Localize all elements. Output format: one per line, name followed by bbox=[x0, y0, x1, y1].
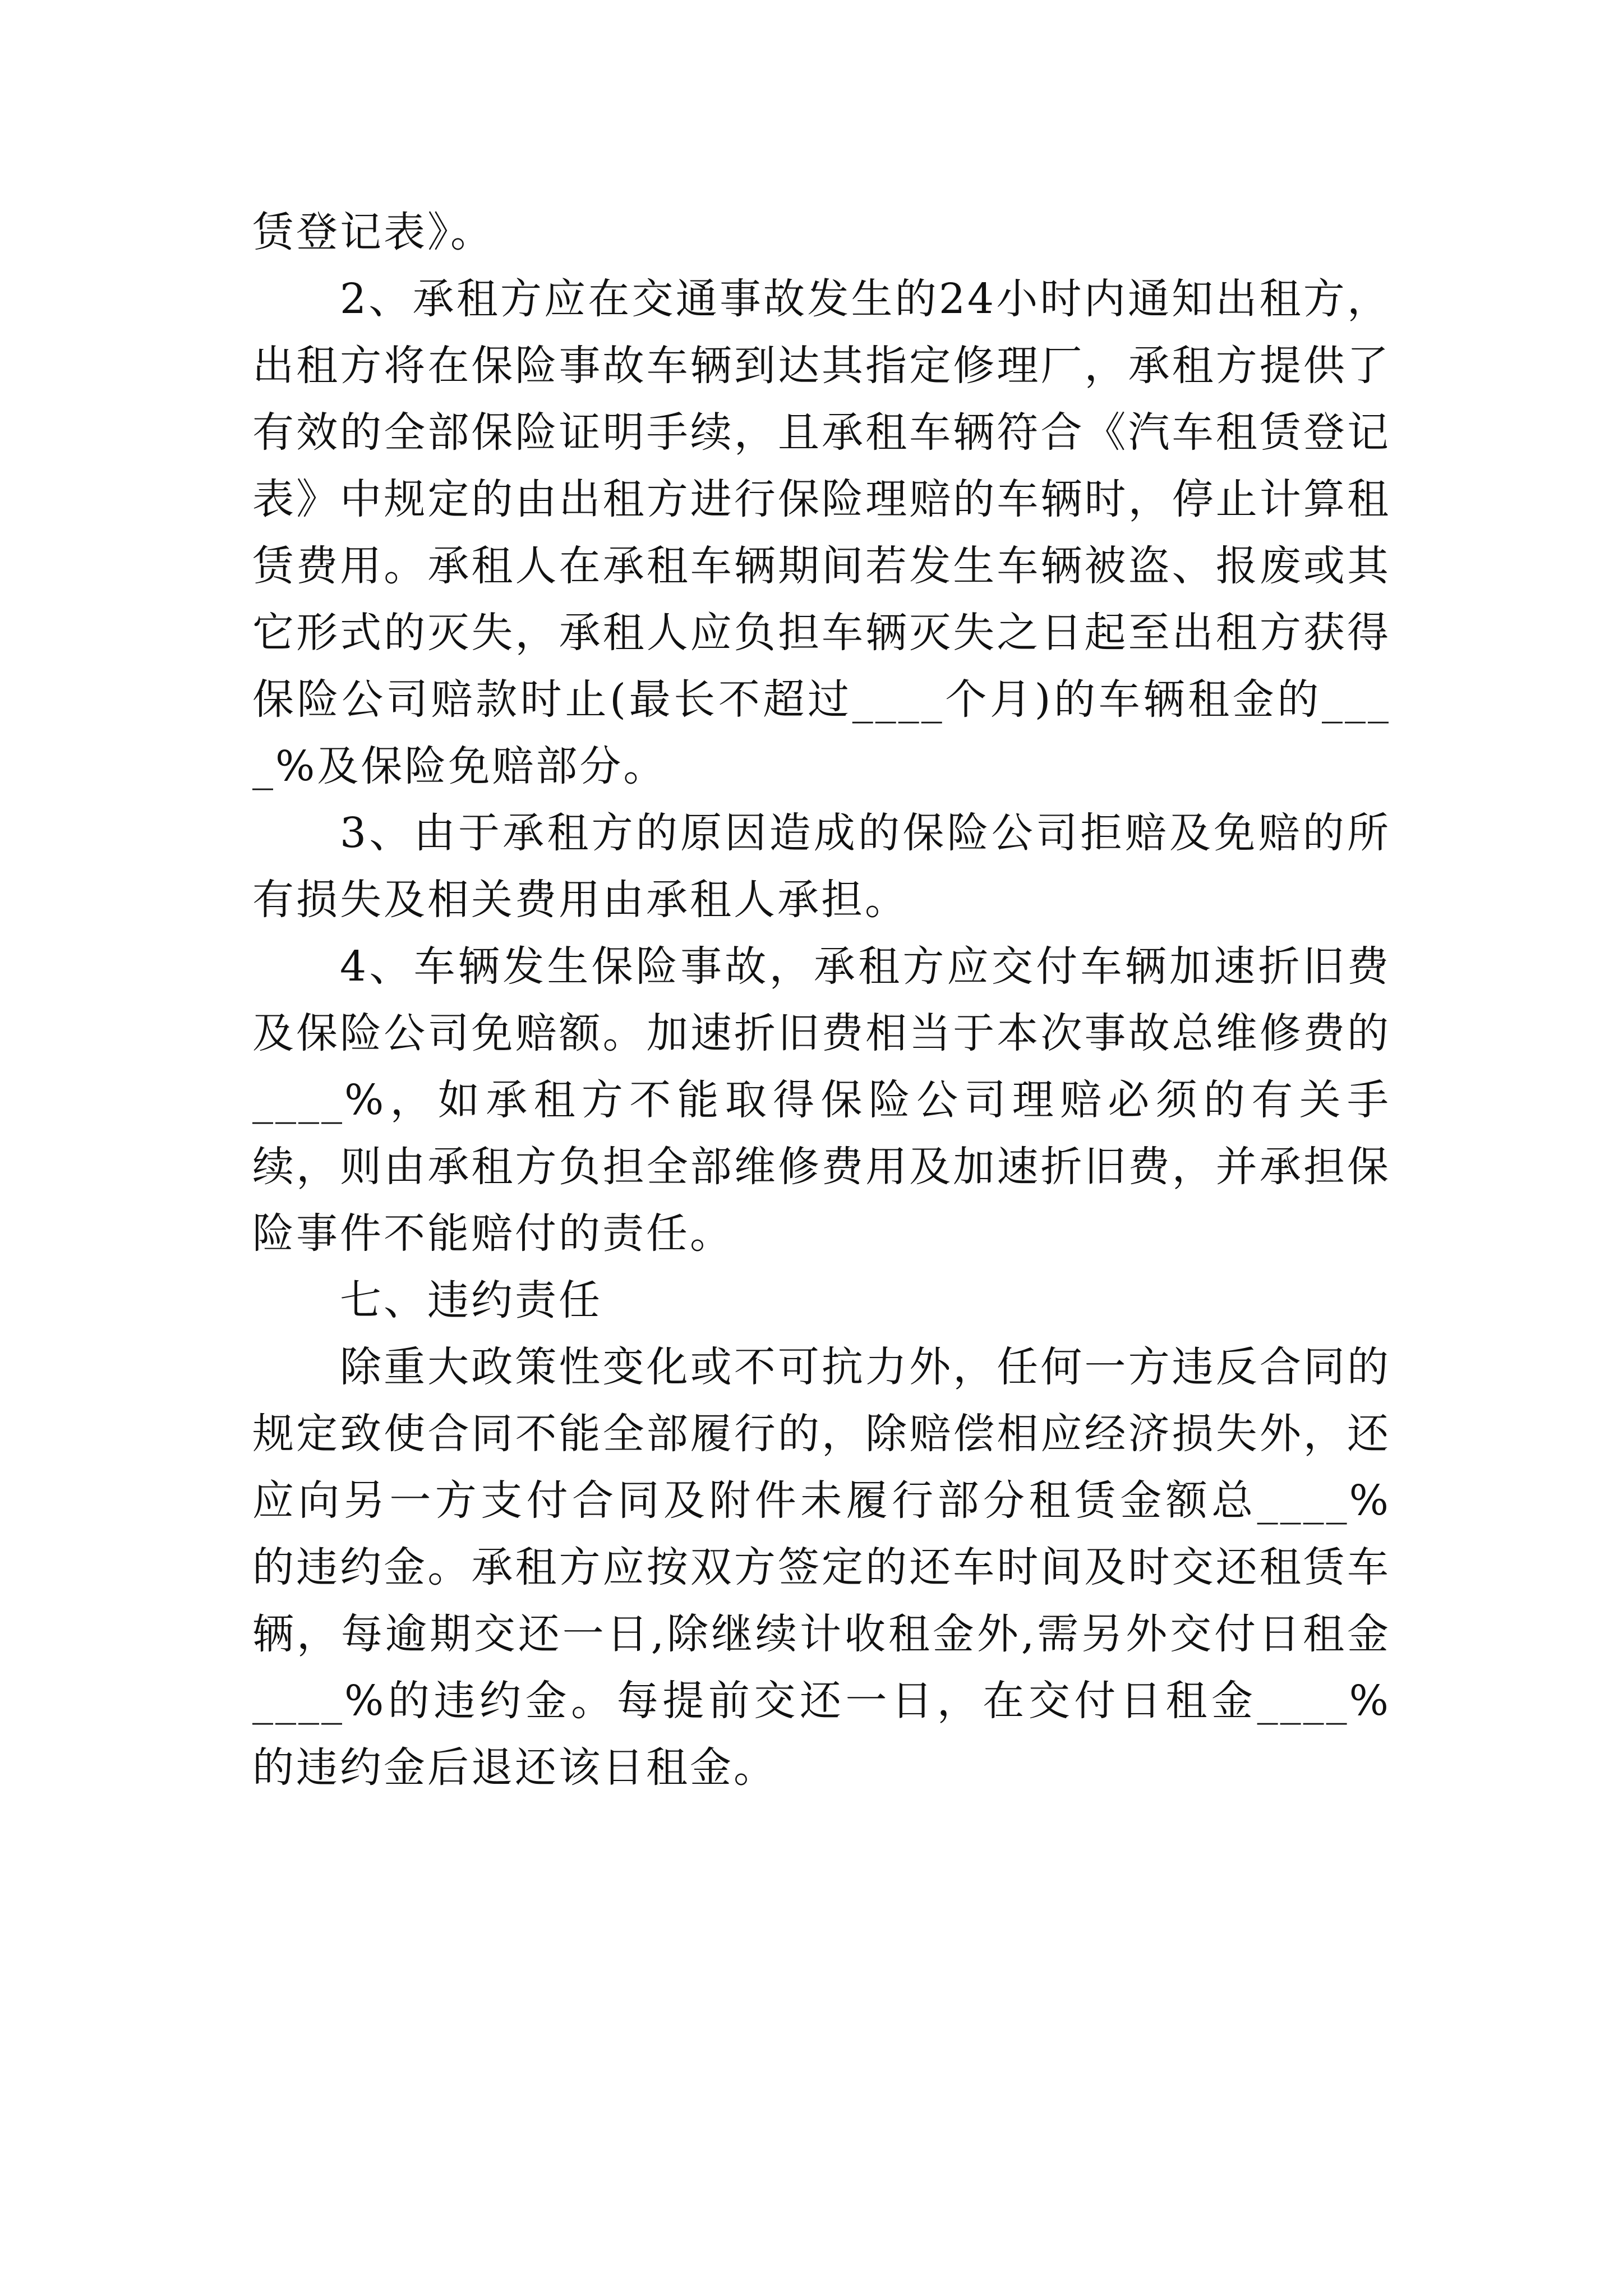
paragraph-breach-liability: 除重大政策性变化或不可抗力外，任何一方违反合同的规定致使合同不能全部履行的，除赔偿相应经济损失外，还应向另一方支付合同及附件未履行部分租赁金额总____%的违约金。承租方应按双方签定的还车时间及时交还租赁车辆，每逾期交还一日,除继续计收租金外,需另外交付日租金____%的违约金。每提前交还一日，在交付日租金____%的违约金后退还该日租金。 bbox=[252, 1343, 1391, 1792]
paragraph-clause-3: 3、由于承租方的原因造成的保险公司拒赔及免赔的所有损失及相关费用由承租人承担。 bbox=[252, 809, 1391, 924]
paragraph-continuation: 赁登记表》。 bbox=[252, 208, 494, 256]
paragraph-clause-4: 4、车辆发生保险事故，承租方应交付车辆加速折旧费及保险公司免赔额。加速折旧费相当于本次事故总维修费的____%，如承租方不能取得保险公司理赔必须的有关手续，则由承租方负担全部维修费用及加速折旧费，并承担保险事件不能赔付的责任。 bbox=[252, 942, 1391, 1258]
paragraph-clause-2: 2、承租方应在交通事故发生的24小时内通知出租方，出租方将在保险事故车辆到达其指定修理厂，承租方提供了有效的全部保险证明手续，且承租车辆符合《汽车租赁登记表》中规定的由出租方进行保险理赔的车辆时，停止计算租赁费用。承租人在承租车辆期间若发生车辆被盗、报废或其它形式的灭失，承租人应负担车辆灭失之日起至出租方获得保险公司赔款时止(最长不超过____个月)的车辆租金的____%及保险免赔部分。 bbox=[252, 275, 1391, 790]
document-body bbox=[252, 199, 1391, 1801]
section-heading-breach: 七、违约责任 bbox=[340, 1276, 602, 1324]
